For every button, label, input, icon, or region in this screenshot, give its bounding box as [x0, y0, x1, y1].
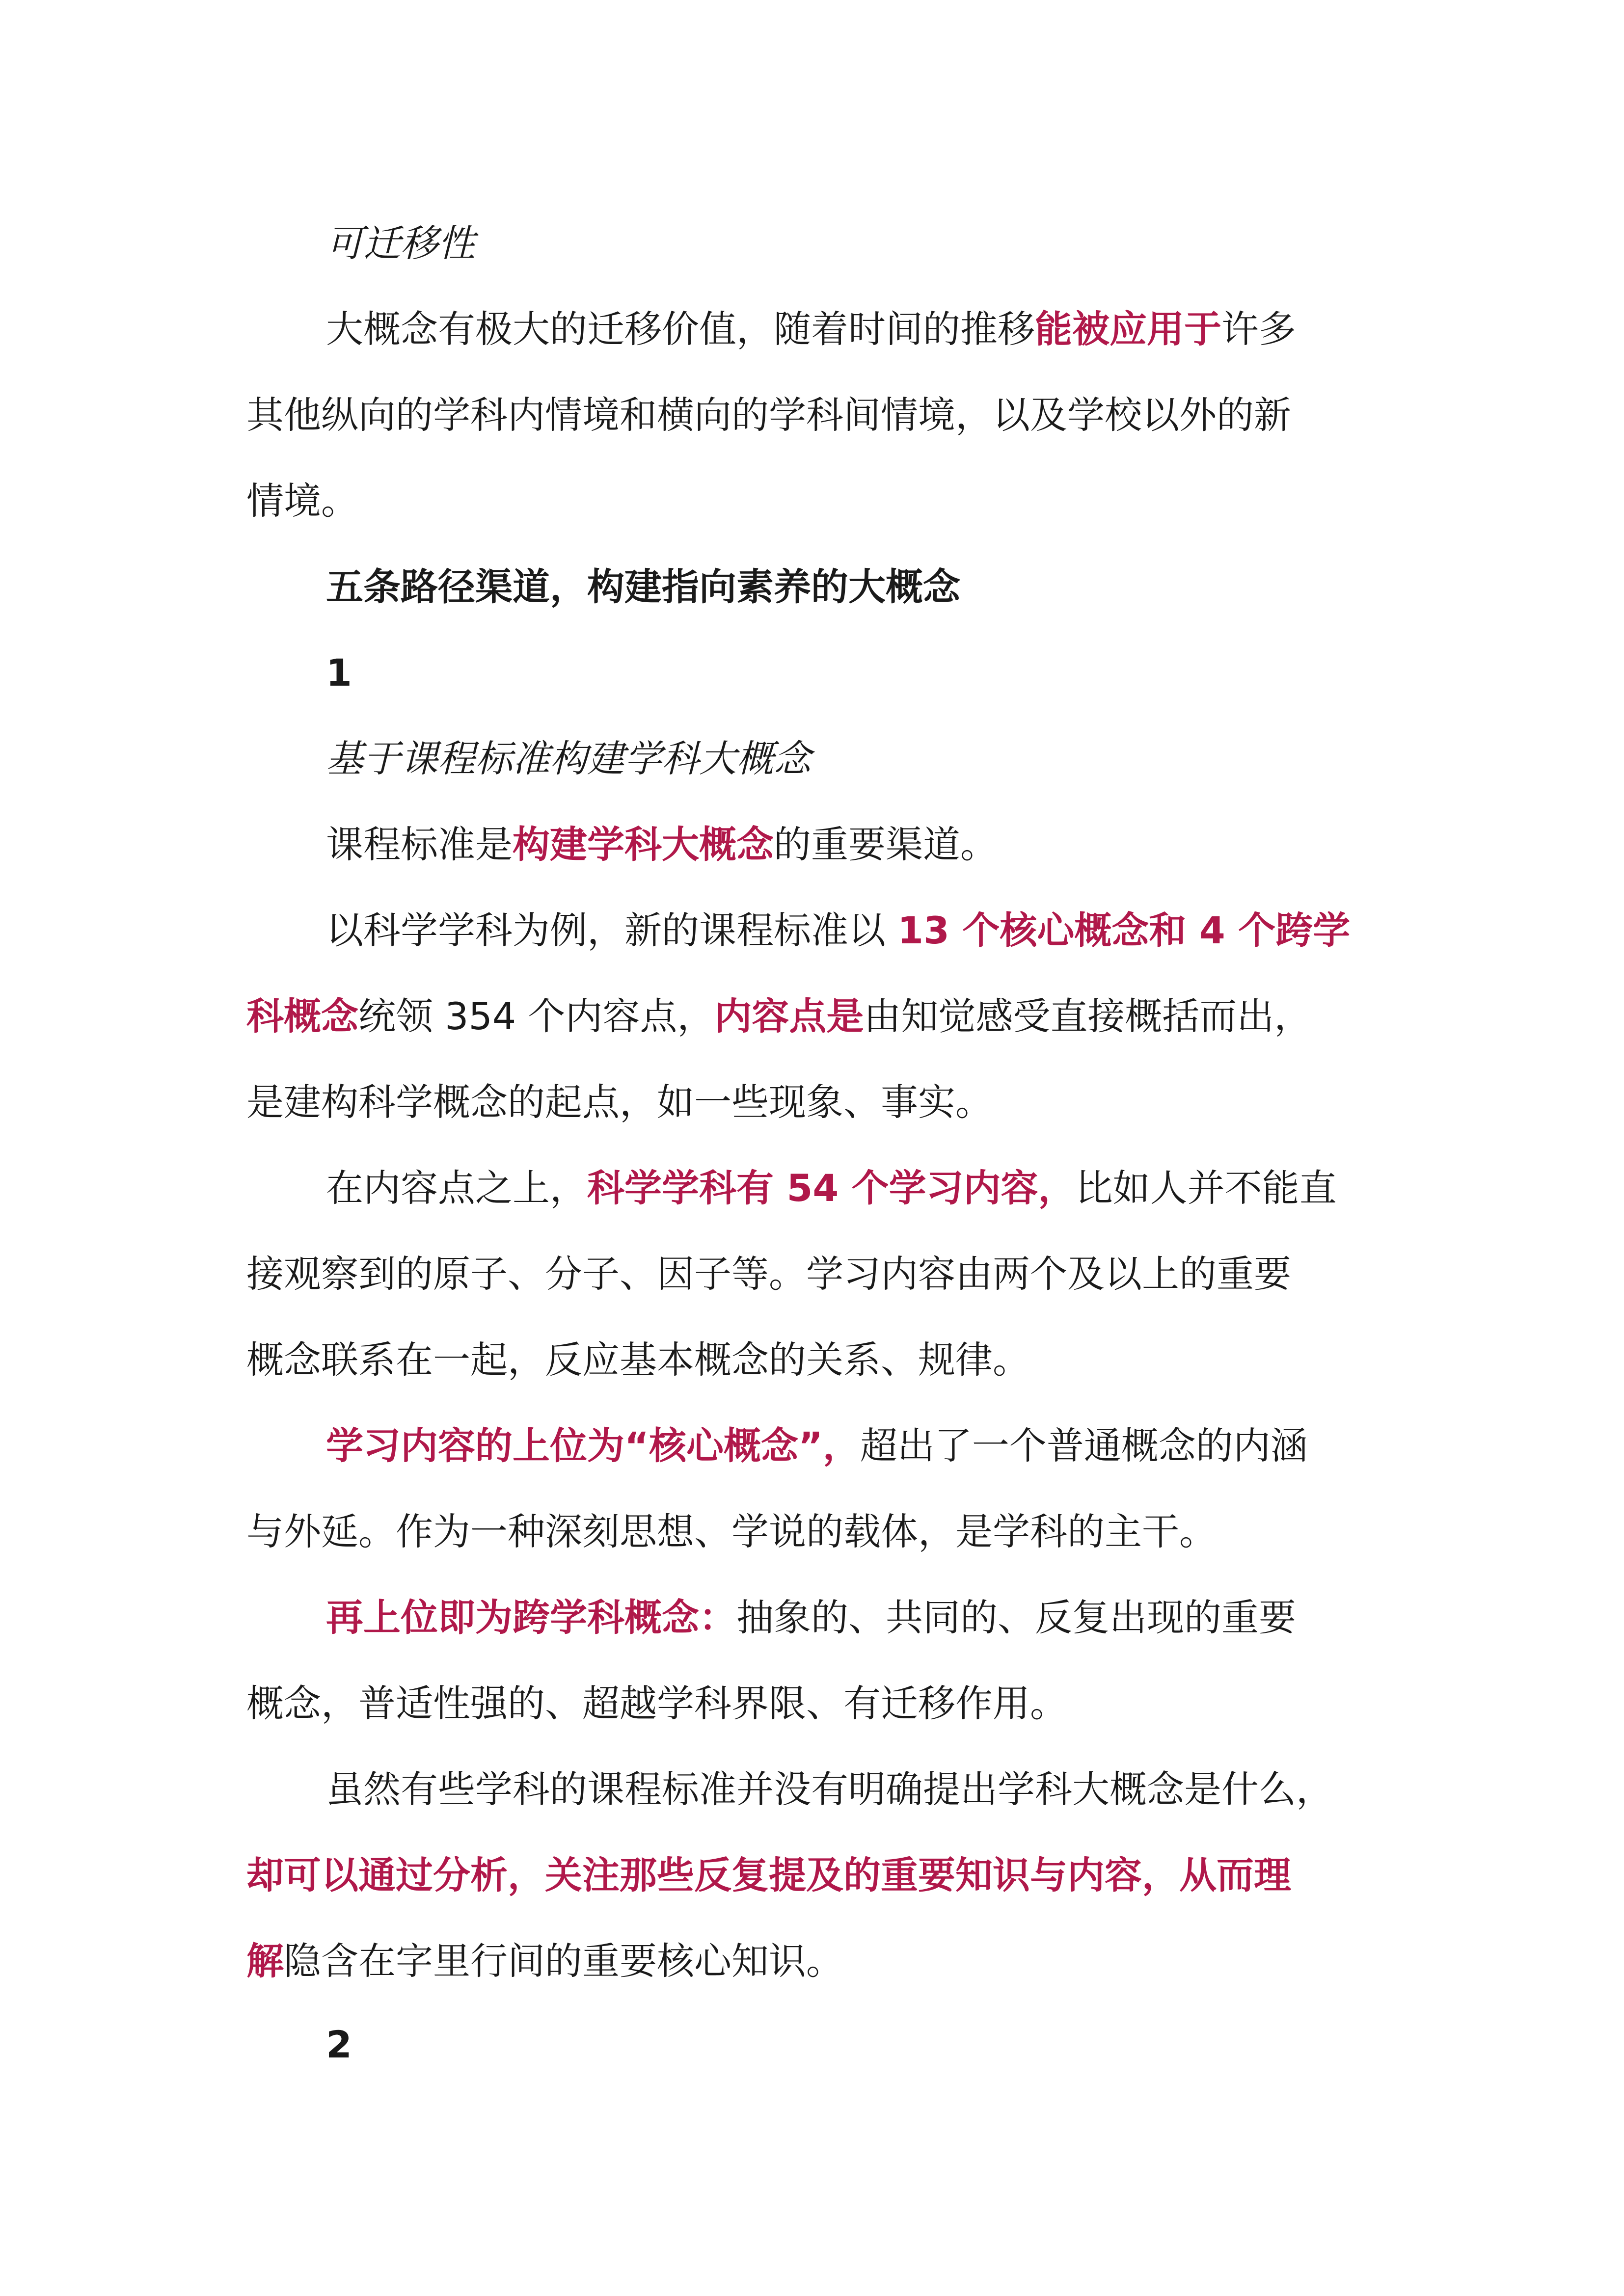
- doc-line: [0, 1070, 1624, 1134]
- body-text: 1: [326, 651, 352, 694]
- body-text: 许多: [1221, 307, 1296, 351]
- doc-line: [0, 212, 1624, 275]
- highlighted-text: 科学学科有 54 个学习内容，: [587, 1166, 1076, 1210]
- body-text: 2: [326, 2023, 352, 2066]
- body-text: 可迁移性: [326, 221, 475, 265]
- body-text: 虽然有些学科的课程标准并没有明确提出学科大概念是什么，: [326, 1767, 1333, 1811]
- body-text: 隐含在字里行间的重要核心知识。: [284, 1939, 843, 1983]
- doc-line: [0, 899, 1624, 962]
- doc-line: [0, 1242, 1624, 1306]
- doc-line: [0, 985, 1624, 1048]
- highlighted-text: 再上位即为跨学科概念：: [326, 1596, 736, 1639]
- body-text: 以科学学科为例，新的课程标准以: [326, 908, 898, 952]
- body-text: 与外延。作为一种深刻思想、学说的载体，是学科的主干。: [246, 1510, 1217, 1553]
- doc-line: [0, 1843, 1624, 1907]
- body-text: 概念联系在一起，反应基本概念的关系、规律。: [246, 1338, 1030, 1382]
- doc-line: [0, 641, 1624, 705]
- doc-line: [0, 813, 1624, 877]
- doc-line: [0, 1672, 1624, 1735]
- body-text: 其他纵向的学科内情境和横向的学科间情境，以及学校以外的新: [246, 393, 1291, 437]
- doc-line: [0, 727, 1624, 791]
- body-text: 比如人并不能直: [1075, 1166, 1337, 1210]
- body-text: 是建构科学概念的起点，如一些现象、事实。: [246, 1080, 993, 1124]
- body-text: 抽象的、共同的、反复出现的重要: [736, 1596, 1296, 1639]
- body-text: 概念，普适性强的、超越学科界限、有迁移作用。: [246, 1682, 1067, 1725]
- body-text: 超出了一个普通概念的内涵: [860, 1424, 1308, 1468]
- doc-line: [0, 1500, 1624, 1564]
- doc-line: [0, 383, 1624, 447]
- doc-line: [0, 1758, 1624, 1821]
- doc-line: [0, 1586, 1624, 1650]
- highlighted-text: 科概念: [246, 994, 358, 1038]
- body-text: 统领 354 个内容点，: [358, 994, 715, 1038]
- highlighted-text: 内容点是: [714, 994, 864, 1038]
- highlighted-text: 能被应用于: [1035, 307, 1221, 351]
- body-text: 接观察到的原子、分子、因子等。学习内容由两个及以上的重要: [246, 1252, 1291, 1296]
- body-text: 课程标准是: [326, 823, 513, 866]
- highlighted-text: 学习内容的上位为“核心概念”，: [326, 1424, 860, 1468]
- doc-line: [0, 555, 1624, 619]
- doc-line: [0, 297, 1624, 361]
- doc-line: [0, 1156, 1624, 1220]
- highlighted-text: 构建学科大概念: [513, 823, 774, 866]
- body-text: 五条路径渠道，构建指向素养的大概念: [326, 565, 960, 609]
- body-text: 的重要渠道。: [774, 823, 998, 866]
- body-text: 大概念有极大的迁移价值，随着时间的推移: [326, 307, 1035, 351]
- body-text: 在内容点之上，: [326, 1166, 587, 1210]
- highlighted-text: 却可以通过分析，关注那些反复提及的重要知识与内容，从而理: [246, 1853, 1291, 1897]
- body-text: 情境。: [246, 479, 358, 523]
- doc-line: [0, 469, 1624, 533]
- doc-line: [0, 1929, 1624, 1993]
- body-text: 由知觉感受直接概括而出，: [864, 994, 1312, 1038]
- body-text: 基于课程标准构建学科大概念: [326, 737, 811, 780]
- doc-line: [0, 2013, 1624, 2077]
- highlighted-text: 13 个核心概念和 4 个跨学: [897, 908, 1351, 952]
- doc-line: [0, 1328, 1624, 1392]
- doc-line: [0, 1414, 1624, 1478]
- highlighted-text: 解: [246, 1939, 284, 1983]
